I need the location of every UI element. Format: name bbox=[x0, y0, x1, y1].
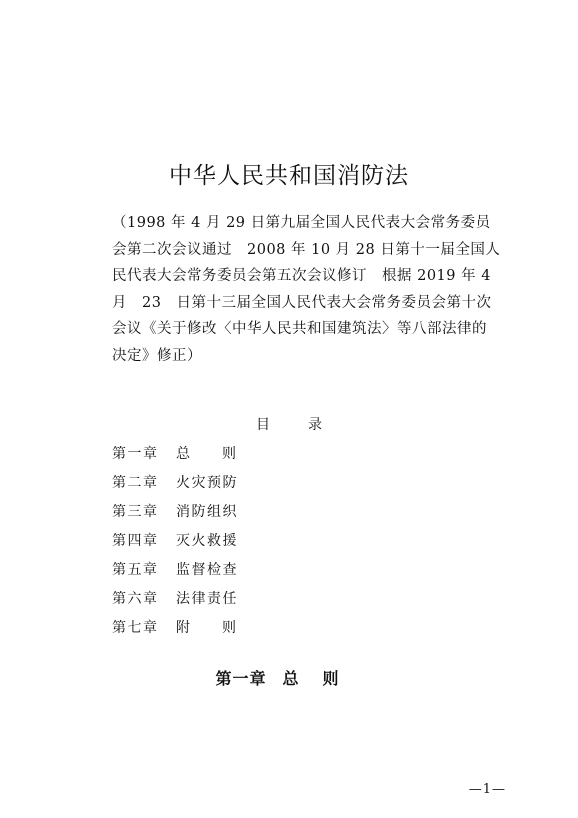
page-number: —1— bbox=[468, 782, 506, 797]
table-of-contents bbox=[112, 442, 268, 645]
toc-item bbox=[112, 442, 268, 471]
toc-item bbox=[112, 471, 268, 500]
toc-chapter-name: 监督检查 bbox=[176, 562, 238, 578]
toc-chapter-number: 第七章 bbox=[112, 620, 159, 636]
toc-chapter-number: 第五章 bbox=[112, 562, 159, 578]
toc-chapter-number: 第一章 bbox=[112, 446, 159, 462]
adoption-note-line: 决定》修正） bbox=[112, 347, 202, 364]
toc-chapter-name: 火灾预防 bbox=[176, 475, 238, 491]
document-title: 中华人民共和国消防法 bbox=[169, 163, 409, 189]
adoption-note-line: 民代表大会常务委员会第五次会议修订 根据 2019 年 4 bbox=[112, 268, 491, 285]
toc-chapter-name: 法律责任 bbox=[176, 591, 238, 607]
chapter-heading-number: 第一章 bbox=[215, 669, 267, 688]
toc-chapter-name: 消防组织 bbox=[176, 504, 238, 520]
adoption-note-line: 会第二次会议通过 2008 年 10 月 28 日第十一届全国人 bbox=[112, 241, 501, 258]
toc-item bbox=[112, 529, 268, 558]
chapter-heading bbox=[0, 666, 578, 689]
toc-chapter-number: 第四章 bbox=[112, 533, 159, 549]
toc-title: 目录 bbox=[256, 417, 360, 433]
toc-item bbox=[112, 500, 268, 529]
adoption-note-line: （1998 年 4 月 29 日第九届全国人民代表大会常务委员 bbox=[112, 215, 491, 231]
toc-chapter-name: 总则 bbox=[176, 446, 268, 462]
toc-chapter-name: 灭火救援 bbox=[176, 533, 238, 549]
chapter-heading-name: 总则 bbox=[282, 669, 363, 688]
adoption-note bbox=[112, 210, 501, 370]
toc-chapter-number: 第六章 bbox=[112, 591, 159, 607]
adoption-note-line: 月 23 日第十三届全国人民代表大会常务委员会第十次 bbox=[112, 294, 492, 311]
toc-item bbox=[112, 587, 268, 616]
toc-chapter-number: 第二章 bbox=[112, 475, 159, 491]
toc-item bbox=[112, 558, 268, 587]
toc-item bbox=[112, 616, 268, 645]
adoption-note-line: 会议《关于修改〈中华人民共和国建筑法〉等八部法律的 bbox=[112, 321, 487, 338]
toc-chapter-name: 附则 bbox=[176, 620, 268, 636]
toc-chapter-number: 第三章 bbox=[112, 504, 159, 520]
